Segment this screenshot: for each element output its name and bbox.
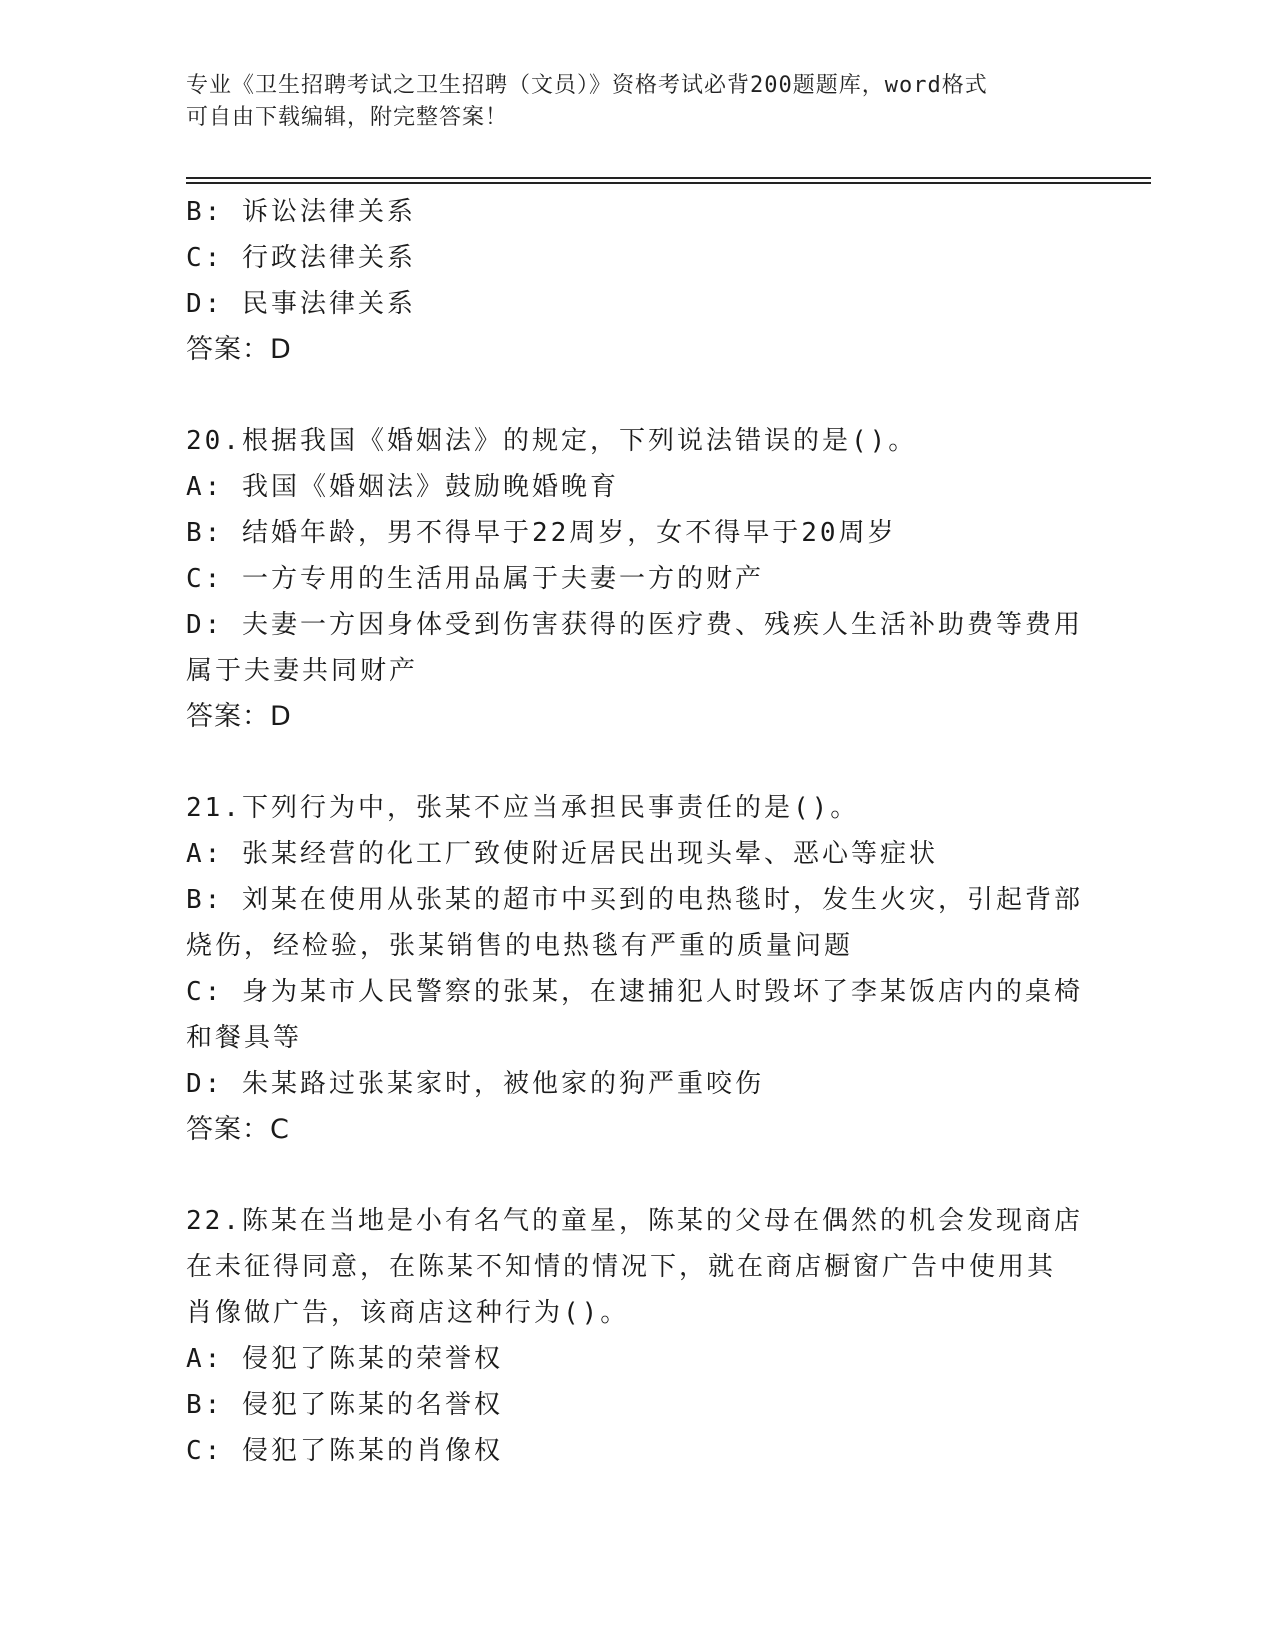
spacer — [186, 1153, 1086, 1198]
q21-answer: 答案：C — [186, 1114, 290, 1145]
q20-option-d-line-2: 属于夫妻共同财产 — [186, 656, 419, 686]
q22-option-c: C: 侵犯了陈某的肖像权 — [186, 1436, 503, 1466]
q21-option-b-line-2: 烧伤，经检验，张某销售的电热毯有严重的质量问题 — [186, 931, 854, 961]
question-20 — [186, 418, 1086, 740]
q20-option-d-line-1: D: 夫妻一方因身体受到伤害获得的医疗费、残疾人生活补助费等费用 — [186, 610, 1083, 640]
q22-stem-line-2: 在未征得同意，在陈某不知情的情况下，就在商店橱窗广告中使用其 — [186, 1252, 1057, 1282]
header-title-line-1: 专业《卫生招聘考试之卫生招聘（文员）》资格考试必背200题题库，word格式 — [186, 73, 988, 98]
q19-answer: 答案：D — [186, 334, 292, 365]
q22-stem-line-1: 22.陈某在当地是小有名气的童星，陈某的父母在偶然的机会发现商店 — [186, 1206, 1083, 1236]
question-19 — [186, 189, 1086, 373]
q21-stem: 21.下列行为中，张某不应当承担民事责任的是()。 — [186, 793, 860, 823]
q20-option-c: C: 一方专用的生活用品属于夫妻一方的财产 — [186, 564, 764, 594]
q21-option-a: A: 张某经营的化工厂致使附近居民出现头晕、恶心等症状 — [186, 839, 938, 869]
q21-option-b-line-1: B: 刘某在使用从张某的超市中买到的电热毯时，发生火灾，引起背部 — [186, 885, 1083, 915]
spacer — [186, 373, 1086, 418]
document-header — [186, 70, 1066, 134]
q21-option-c-line-1: C: 身为某市人民警察的张某，在逮捕犯人时毁坏了李某饭店内的桌椅 — [186, 977, 1083, 1007]
q20-option-b: B: 结婚年龄，男不得早于22周岁，女不得早于20周岁 — [186, 518, 897, 548]
q21-option-c-line-2: 和餐具等 — [186, 1023, 303, 1053]
question-22 — [186, 1198, 1086, 1474]
q20-stem: 20.根据我国《婚姻法》的规定，下列说法错误的是()。 — [186, 426, 918, 456]
header-title-line-2: 可自由下载编辑，附完整答案！ — [186, 105, 509, 130]
q22-stem-line-3: 肖像做广告，该商店这种行为()。 — [186, 1298, 630, 1328]
q19-option-d: D: 民事法律关系 — [186, 289, 416, 319]
q19-option-c: C: 行政法律关系 — [186, 243, 416, 273]
spacer — [186, 740, 1086, 785]
header-divider-bottom — [186, 182, 1151, 184]
q22-option-a: A: 侵犯了陈某的荣誉权 — [186, 1344, 503, 1374]
q21-option-d: D: 朱某路过张某家时，被他家的狗严重咬伤 — [186, 1069, 764, 1099]
q22-option-b: B: 侵犯了陈某的名誉权 — [186, 1390, 503, 1420]
q19-option-b: B: 诉讼法律关系 — [186, 197, 416, 227]
q20-answer: 答案：D — [186, 701, 292, 732]
header-divider-top — [186, 177, 1151, 179]
q20-option-a: A: 我国《婚姻法》鼓励晚婚晚育 — [186, 472, 619, 502]
question-list — [186, 189, 1086, 1474]
question-21 — [186, 785, 1086, 1153]
